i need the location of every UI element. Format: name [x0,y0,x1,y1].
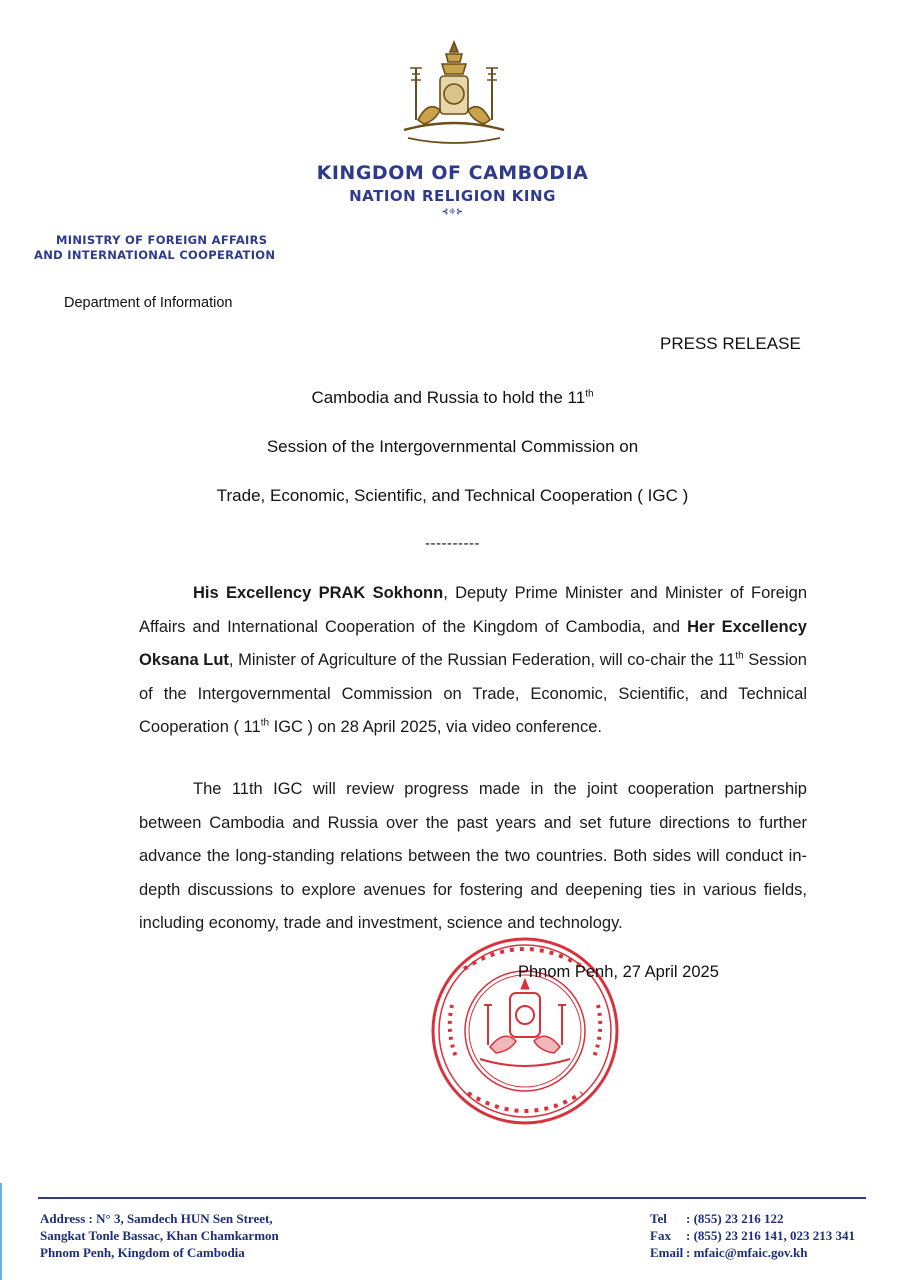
footer-accent-bar [0,1183,2,1280]
title-line-3: Trade, Economic, Scientific, and Technical Cooperation ( IGC ) [216,486,689,505]
royal-crest-icon [396,38,512,150]
footer-email[interactable]: Email : mfaic@mfaic.gov.kh [650,1245,808,1260]
footer-contact [650,1210,855,1261]
national-motto: NATION RELIGION KING [349,187,556,205]
ministry-name-line2: AND INTERNATIONAL COOPERATION [34,248,276,262]
footer-fax: Fax : (855) 23 216 141, 023 213 341 [650,1228,855,1243]
press-release-label: PRESS RELEASE [660,334,801,353]
paragraph-2: The 11th IGC will review progress made in the joint cooperation partnership between Cambodia and Russia over the past years and set future directions to further advance the long-standing relations between the two countries. Both sides will conduct in-depth discussions to explore avenues for fostering and deepening ties in various fields, including economy, trade and investment, science and technology. [139,780,807,932]
department-label: Department of Information [64,295,233,311]
title-line-2: Session of the Intergovernmental Commission on [266,437,639,456]
paragraph-1: His Excellency PRAK Sokhonn, Deputy Prime Minister and Minister of Foreign Affairs and International Cooperation of the Kingdom of Cambodia, and Her Excellency Oksana Lut, Minister of Agriculture of the Russian Federation, will co-chair the 11th Session of the Intergovernmental Commission on Trade, Economic, Scientific, and Technical Cooperation ( 11th IGC ) on 28 April 2025, via video conference. [139,584,807,736]
kingdom-title: KINGDOM OF CAMBODIA [316,162,589,184]
ornament-divider: ⊰❈⊱ [441,207,464,216]
title-line-1: Cambodia and Russia to hold the 11th [311,388,594,407]
ministry-name-line1: MINISTRY OF FOREIGN AFFAIRS [56,233,268,247]
name-oksana-lut: Her Excellency Oksana Lut [139,617,807,669]
name-prak-sokhonn: His Excellency PRAK Sokhonn [193,584,444,602]
footer-tel: Tel : (855) 23 216 122 [650,1211,784,1226]
footer-divider [38,1197,866,1199]
place-date: Phnom Penh, 27 April 2025 [518,963,719,981]
footer-address: Address : N° 3, Samdech HUN Sen Street, Sangkat Tonle Bassac, Khan Chamkarmon Phnom Penh, Kingdom of Cambodia [40,1211,279,1260]
title-separator: ---------- [425,535,480,552]
